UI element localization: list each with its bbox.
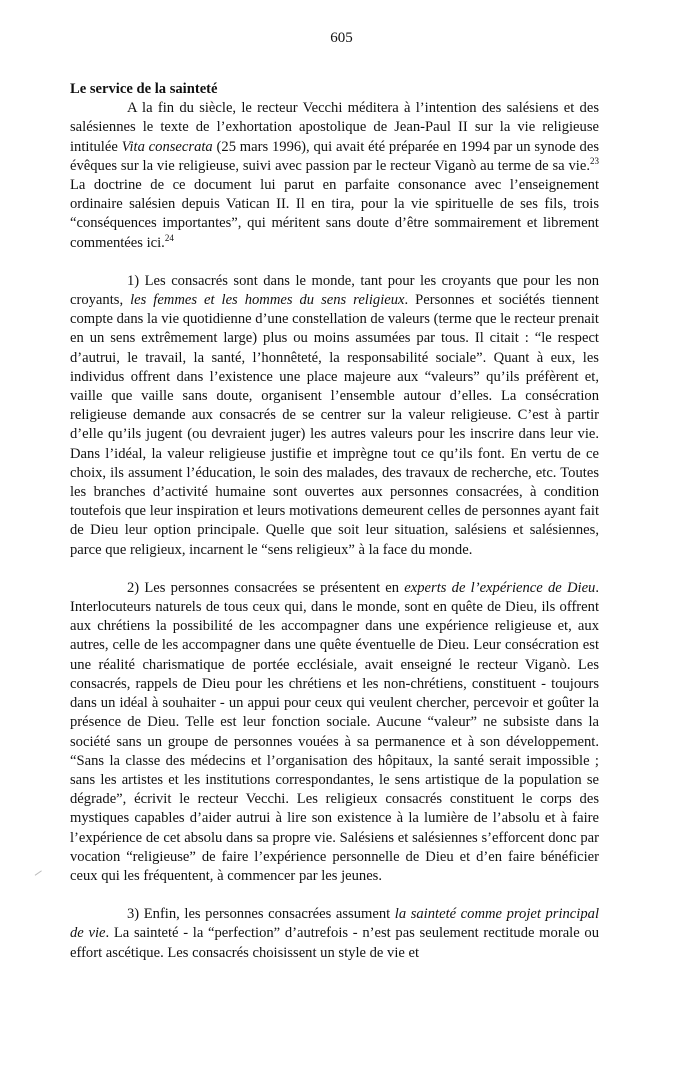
text-run: 1) Les consacrés sont dans le monde, tant pour les croyants que pour les non croyants, (70, 272, 599, 309)
text-run: . La sainteté - la “perfection” d’autrefois - n’est pas seulement rectitude morale ou effort ascétique. Les consacrés choisissent un style de vie et (70, 925, 600, 961)
text-run: . Personnes et sociétés tiennent compte dans la vie quotidienne d’une constellation de valeurs (terme que le recteur prenait en un sens extrêmement large) plus ou moins assumées par tous. Il citait : “le respect d’autrui, le travail, la santé, l’honnêteté, la responsabilité sociale”. Quant à eux, les individus offrent dans l’existence une place majeure aux “valeurs” qu’ils préfèrent et, vaille que vaille sans doute, organisent l’ensemble autour d’elles. La consécration religieuse demande aux consacrés de se centrer sur la valeur religieuse. C’est à partir d’elle qu’ils jugent (ou devraient juger) les autres valeurs pour les inscrire dans leur vie. Dans l’idéal, la valeur religieuse justifie et imprègne tout ce qu’ils font. En vertu de ce choix, ils assument l’éducation, le soin des malades, des travaux de recherche, etc. Toutes les branches d’activité humaine sont ouvertes aux personnes consacrées, à condition toutefois que leur inspiration et leurs motivations demeurent celles de personnes ayant fait de Dieu leur option principale. Quelle que soit leur situation, salésiens et salésiennes, parce que religieux, incarnent le “sens religieux” à la face du monde. (70, 292, 599, 558)
work-title: Vita consecrata (121, 138, 213, 155)
text-run: . Interlocuteurs naturels de tous ceux qui, dans le monde, sont en quête de Dieu, ils offrent aux chrétiens la possibilité de les accompagner dans une expérience religieuse et, aux autres, celle de les accompagner dans une quête éventuelle de Dieu. Leur consécration est une réalité charismatique de portée ecclésiale, avait enseigné le recteur Viganò. Les consacrés, rappels de Dieu pour les chrétiens et les non-chrétiens, constituent - toujours dans un idéal à souhaiter - un appui pour ceux qui veulent chercher, percevoir et goûter la présence de Dieu. Telle est leur fonction sociale. Aucune “valeur” ne subsiste dans la société sans un groupe de personnes vouées à sa permanence et à son développement. “Sans la classe des médecins et l’organisation des hôpitaux, la santé serait impossible ; sans les artistes et les institutions correspondantes, le sens artistique de la population se dégrade”, écrivit le recteur Vecchi. Les religieux consacrés constituent le corps des mystiques capables d’aider autrui à lire son existence à la lumière de l’absolu et à faire l’expérience de cet absolu dans sa propre vie. Salésiens et salésiennes s’efforcent donc par vocation “religieuse” de faire l’expérience personnelle de Dieu et d’en faire bénéficier ceux qui les fréquentent, à commencer par les jeunes. (70, 579, 600, 884)
text-run: A la fin du siècle, le recteur Vecchi méditera à l’intention des salésiens et des salésiennes le texte de l’exhortation apostolique de Jean-Paul II sur la vie religieuse intitulée (70, 100, 599, 155)
text-run: (25 mars 1996), qui avait été préparée en 1994 par un synode des évêques sur la vie religieuse, suivi avec passion par le recteur Viganò au terme de sa vie. (70, 138, 599, 174)
text-run: 3) Enfin, les personnes consacrées assument (127, 906, 395, 923)
paragraph-point-3 (70, 905, 599, 963)
footnote-ref-23: 23 (590, 155, 599, 166)
paragraph-point-2 (70, 579, 599, 886)
body-text (70, 80, 599, 963)
section-heading: Le service de la sainteté (70, 81, 218, 97)
text-run: 2) Les personnes consacrées se présentent en (127, 579, 405, 596)
text-run: La doctrine de ce document lui parut en parfaite consonance avec l’enseignement ordinaire salésien depuis Vatican II. Il en tira, pour la vie spirituelle de ses fils, trois “conséquences importantes”, qui méritent sans doute d’être sommairement et librement commentées ici. (70, 177, 599, 251)
page-number: 605 (330, 30, 353, 46)
paragraph-point-1 (70, 272, 599, 560)
scan-mark (35, 870, 46, 880)
footnote-ref-24: 24 (164, 232, 174, 243)
emphasis: la sainteté comme projet principal de vie (70, 906, 599, 942)
paragraph-intro (70, 99, 599, 253)
emphasis: les femmes et les hommes du sens religieux (130, 292, 405, 309)
emphasis: experts de l’expérience de Dieu (404, 579, 596, 596)
